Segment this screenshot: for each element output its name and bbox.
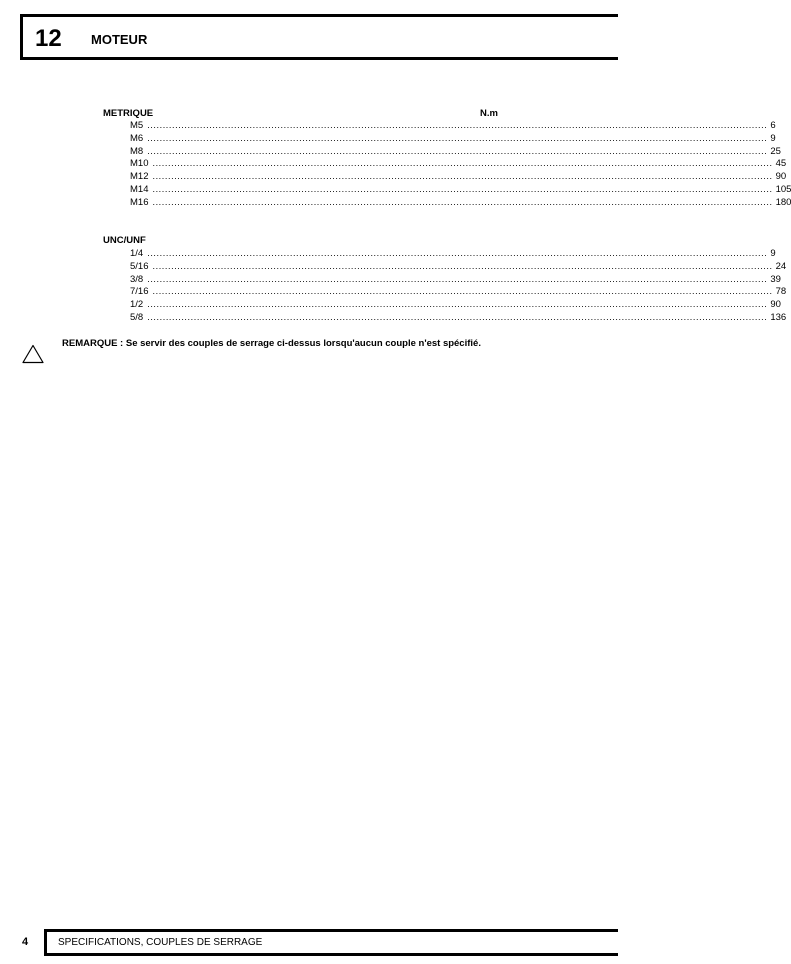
table-row [130,196,791,209]
torque-value: 105 [775,183,791,195]
note-text: REMARQUE : Se servir des couples de serrage ci-dessus lorsqu'aucun couple n'est spécifié. [62,338,481,349]
table-row [130,119,776,132]
torque-value: 6 [770,120,776,131]
table-row [130,260,787,273]
section-footer [44,929,618,956]
table-row [130,157,787,170]
section-title: SPECIFICATIONS, COUPLES DE SERRAGE [58,937,263,948]
unc-rows [130,247,787,324]
thread-size: M12 [130,171,149,183]
table-row [130,311,787,324]
table-row [130,298,781,311]
torque-value: 45 [775,158,787,170]
thread-size: M8 [130,145,144,157]
torque-value: 24 [775,260,787,272]
dot-leader: ........................................................................................................................................................................................................ [152,158,773,169]
warning-triangle-icon [22,344,44,364]
dot-leader: ........................................................................................................................................................................................................ [152,171,773,182]
chapter-number: 12 [35,25,62,52]
torque-value: 78 [775,286,787,298]
thread-size: 7/16 [130,286,149,298]
torque-value: 9 [770,132,776,144]
torque-value: 39 [770,273,781,285]
thread-size: 1/4 [130,248,144,259]
page-number: 4 [22,936,29,948]
torque-value: 136 [770,311,787,323]
chapter-title: MOTEUR [91,32,148,47]
table-row [130,170,787,183]
dot-leader: ........................................................................................................................................................................................................ [147,248,768,258]
thread-size: 3/8 [130,273,144,285]
torque-value: 9 [770,248,776,259]
thread-size: M14 [130,183,149,195]
dot-leader: ........................................................................................................................................................................................................ [147,120,768,130]
unit-heading: N.m [480,108,498,119]
table-row [130,132,776,145]
thread-size: M5 [130,120,144,131]
thread-size: 1/2 [130,299,144,311]
thread-size: 5/8 [130,311,144,323]
dot-leader: ........................................................................................................................................................................................................ [152,260,773,271]
table-row [130,285,787,298]
thread-size: 5/16 [130,260,149,272]
table-row [130,183,791,196]
torque-value: 25 [770,145,781,157]
metric-rows [130,119,791,209]
dot-leader: ........................................................................................................................................................................................................ [152,183,773,194]
table-row [130,145,781,158]
table-row [130,273,781,286]
torque-value: 90 [770,299,781,311]
torque-value: 90 [775,171,787,183]
dot-leader: ........................................................................................................................................................................................................ [152,286,773,297]
torque-value: 180 [775,196,791,208]
dot-leader: ........................................................................................................................................................................................................ [152,196,773,207]
dot-leader: ........................................................................................................................................................................................................ [147,273,768,284]
metric-heading: METRIQUE [103,108,154,119]
thread-size: M16 [130,196,149,208]
dot-leader: ........................................................................................................................................................................................................ [147,299,768,310]
thread-size: M6 [130,132,144,144]
dot-leader: ........................................................................................................................................................................................................ [147,145,768,156]
thread-size: M10 [130,158,149,170]
unc-heading: UNC/UNF [103,235,146,246]
dot-leader: ........................................................................................................................................................................................................ [147,132,768,143]
table-row [130,247,776,260]
dot-leader: ........................................................................................................................................................................................................ [147,311,768,322]
chapter-header [20,14,618,60]
